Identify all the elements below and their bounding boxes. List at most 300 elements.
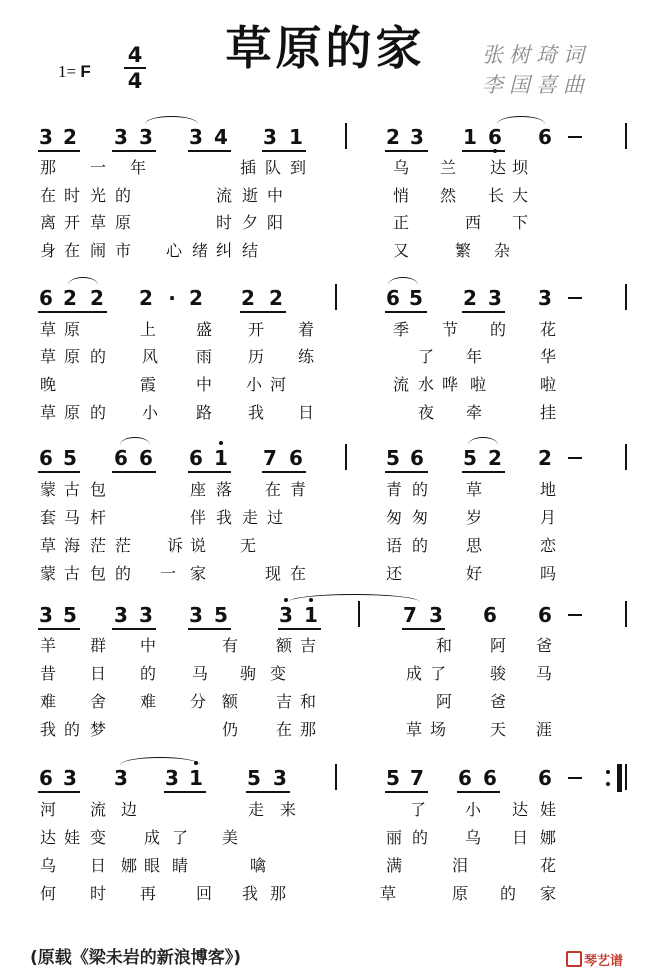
lyric-character: 河 xyxy=(270,375,287,394)
site-logo xyxy=(566,950,623,969)
lyric-character: 草 xyxy=(40,403,57,422)
lyric-character: 我 xyxy=(242,884,259,903)
note: 6 xyxy=(410,446,424,470)
lyric-character: 阿 xyxy=(436,692,453,711)
key-signature xyxy=(58,62,91,82)
note: 6 xyxy=(483,766,497,790)
lyric-character: 纠 xyxy=(216,241,233,260)
lyric-character: 骏 xyxy=(490,664,507,683)
note: 2 xyxy=(463,286,477,310)
note: 6 xyxy=(39,766,53,790)
bar-line xyxy=(335,764,337,790)
bar-line xyxy=(625,123,627,149)
lyric-character: 座 xyxy=(190,480,207,499)
notation-line xyxy=(0,126,651,156)
lyric-character: 华 xyxy=(540,347,557,366)
repeat-dot xyxy=(606,770,610,774)
note: 3 xyxy=(263,125,277,149)
lyric-character: 走 xyxy=(248,800,265,819)
lyric-character: 阳 xyxy=(267,213,284,232)
time-top: 4 xyxy=(127,43,143,67)
lyric-character: 和 xyxy=(300,692,317,711)
lyric-character: 丽 xyxy=(386,828,403,847)
note: 2 xyxy=(488,446,502,470)
lyric-character: 长 xyxy=(488,186,505,205)
slur xyxy=(468,437,498,445)
lyric-character: 娜 xyxy=(540,828,557,847)
underline-beam xyxy=(164,791,206,793)
lyric-character: 河 xyxy=(40,800,57,819)
slur xyxy=(497,116,545,124)
lyric-character: 盛 xyxy=(196,320,213,339)
note: 3 xyxy=(39,125,53,149)
bar-line xyxy=(358,601,360,627)
lyric-character: 达 xyxy=(512,800,529,819)
note: 6 xyxy=(289,446,303,470)
lyric-character: 草 xyxy=(40,536,57,555)
note: 3 xyxy=(189,125,203,149)
lyric-character: 月 xyxy=(540,508,557,527)
lyric-character: 季 xyxy=(393,320,410,339)
underline-beam xyxy=(385,791,428,793)
lyric-character: 家 xyxy=(540,884,557,903)
lyric-character: 达 xyxy=(40,828,57,847)
lyric-character: 伴 xyxy=(190,508,207,527)
lyric-character: 下 xyxy=(512,213,529,232)
underline-beam xyxy=(112,150,156,152)
lyric-character: 的 xyxy=(490,320,507,339)
lyric-character: 历 xyxy=(248,347,265,366)
lyric-character: 繁 xyxy=(455,241,472,260)
lyric-character: 涯 xyxy=(536,720,553,739)
lyric-character: 开 xyxy=(248,320,265,339)
lyric-character: 吗 xyxy=(540,564,557,583)
note: 3 xyxy=(63,766,77,790)
lyric-character: 结 xyxy=(242,241,259,260)
lyric-character: 大 xyxy=(512,186,529,205)
lyric-character: 上 xyxy=(140,320,157,339)
lyricist-credit: 张树琦词 xyxy=(482,43,590,67)
lyric-character: 坝 xyxy=(512,158,529,177)
lyric-character: 霞 xyxy=(140,375,157,394)
note: 6 xyxy=(189,446,203,470)
lyric-character: 乌 xyxy=(393,158,410,177)
lyric-character: 原 xyxy=(452,884,469,903)
note: 1 xyxy=(303,604,319,626)
underline-beam xyxy=(240,311,286,313)
lyric-character: 成 xyxy=(406,664,423,683)
lyric-character: 有 xyxy=(222,636,239,655)
logo-text: 琴艺谱 xyxy=(584,954,624,969)
note: 1 xyxy=(188,767,204,789)
note: 5 xyxy=(63,603,77,627)
lyric-character: 恋 xyxy=(540,536,557,555)
lyric-character: 达 xyxy=(490,158,507,177)
lyric-character: 在 xyxy=(276,720,293,739)
note: 6 xyxy=(114,446,128,470)
note: 5 xyxy=(463,446,477,470)
lyric-character: 原 xyxy=(64,320,81,339)
lyric-character: 走 xyxy=(242,508,259,527)
lyric-character: 边 xyxy=(121,800,138,819)
bar-line xyxy=(625,764,627,790)
note: 3 xyxy=(114,125,128,149)
slur xyxy=(388,277,418,285)
underline-beam xyxy=(278,628,321,630)
note: 6 xyxy=(458,766,472,790)
note: 2 xyxy=(63,286,77,310)
lyric-character: 草 xyxy=(380,884,397,903)
note: 6 xyxy=(538,125,552,149)
underline-beam xyxy=(38,150,80,152)
lyric-character: 的 xyxy=(412,480,429,499)
note: 3 xyxy=(488,286,502,310)
note: 5 xyxy=(63,446,77,470)
lyric-character: 节 xyxy=(442,320,459,339)
high-octave-dot xyxy=(219,441,223,445)
lyric-character: 岁 xyxy=(466,508,483,527)
note-sustain-dash xyxy=(568,457,582,459)
underline-beam xyxy=(38,311,107,313)
lyric-character: 阿 xyxy=(490,636,507,655)
lyric-character: 市 xyxy=(115,241,132,260)
lyric-character: 那 xyxy=(270,884,287,903)
lyric-character: 一 xyxy=(90,158,107,177)
lyric-character: 闹 xyxy=(90,241,107,260)
note: 3 xyxy=(139,603,153,627)
note: 6 xyxy=(386,286,400,310)
notation-line xyxy=(0,287,651,317)
underline-beam xyxy=(38,471,80,473)
lyric-character: 的 xyxy=(412,828,429,847)
lyric-character: 草 xyxy=(40,347,57,366)
credits xyxy=(482,40,590,100)
time-bottom: 4 xyxy=(127,69,143,93)
note: 1 xyxy=(289,125,303,149)
lyric-character: 包 xyxy=(90,480,107,499)
lyric-character: 中 xyxy=(196,375,213,394)
lyric-character: 何 xyxy=(40,884,57,903)
lyric-character: 青 xyxy=(386,480,403,499)
bar-line xyxy=(345,123,347,149)
lyric-character: 插 xyxy=(240,158,257,177)
lyric-character: 额 xyxy=(276,636,293,655)
lyric-character: 好 xyxy=(466,564,483,583)
lyric-character: 诉 xyxy=(167,536,184,555)
lyric-character: 额 xyxy=(222,692,239,711)
note: 4 xyxy=(214,125,228,149)
lyric-character: 在 xyxy=(290,564,307,583)
lyric-character: 小 xyxy=(246,375,263,394)
lyric-character: 娃 xyxy=(64,828,81,847)
repeat-dot xyxy=(606,782,610,786)
lyric-character: 的 xyxy=(412,536,429,555)
lyric-character: 了 xyxy=(410,800,427,819)
note: 5 xyxy=(386,446,400,470)
lyric-character: 中 xyxy=(267,186,284,205)
lyric-character: 着 xyxy=(298,320,315,339)
lyric-character: 了 xyxy=(172,828,189,847)
lyric-character: 天 xyxy=(490,720,507,739)
lyric-character: 到 xyxy=(290,158,307,177)
lyric-character: 马 xyxy=(192,664,209,683)
lyric-character: 茫 xyxy=(90,536,107,555)
lyric-character: 啦 xyxy=(470,375,487,394)
lyric-character: 地 xyxy=(540,480,557,499)
lyric-character: 的 xyxy=(90,347,107,366)
note: 3 xyxy=(189,603,203,627)
lyric-character: 西 xyxy=(465,213,482,232)
lyric-character: 我 xyxy=(216,508,233,527)
lyric-character: 草 xyxy=(406,720,423,739)
lyric-character: 舍 xyxy=(90,692,107,711)
underline-beam xyxy=(385,471,428,473)
lyric-character: 小 xyxy=(465,800,482,819)
lyric-character: 身 xyxy=(40,241,57,260)
underline-beam xyxy=(112,628,156,630)
note-dot: · xyxy=(168,286,176,310)
lyric-character: 啦 xyxy=(540,375,557,394)
lyric-character: 现 xyxy=(265,564,282,583)
lyric-character: 又 xyxy=(393,241,410,260)
lyric-character: 日 xyxy=(298,403,315,422)
note: 3 xyxy=(410,125,424,149)
note: 6 xyxy=(483,603,497,627)
lyric-character: 的 xyxy=(90,403,107,422)
lyric-character: 驹 xyxy=(240,664,257,683)
note: 3 xyxy=(165,766,179,790)
note: 1 xyxy=(463,125,477,149)
lyric-character: 晚 xyxy=(40,375,57,394)
note: 7 xyxy=(410,766,424,790)
note: 5 xyxy=(386,766,400,790)
underline-beam xyxy=(188,150,231,152)
lyric-character: 小 xyxy=(142,403,159,422)
lyric-character: 在 xyxy=(40,186,57,205)
lyric-character: 在 xyxy=(64,241,81,260)
underline-beam xyxy=(457,791,500,793)
lyric-character: 原 xyxy=(115,213,132,232)
lyric-character: 匆 xyxy=(386,508,403,527)
lyric-character: 时 xyxy=(64,186,81,205)
lyric-character: 中 xyxy=(140,636,157,655)
lyric-character: 家 xyxy=(190,564,207,583)
underline-beam xyxy=(462,471,505,473)
lyric-character: 睛 xyxy=(172,856,189,875)
lyric-character: 成 xyxy=(144,828,161,847)
lyric-character: 时 xyxy=(216,213,233,232)
lyric-character: 套 xyxy=(40,508,57,527)
lyric-character: 爸 xyxy=(490,692,507,711)
composer-credit: 李国喜曲 xyxy=(482,73,590,97)
lyric-character: 逝 xyxy=(242,186,259,205)
note: 3 xyxy=(114,603,128,627)
lyric-character: 吉 xyxy=(276,692,293,711)
lyric-character: 蒙 xyxy=(40,480,57,499)
lyric-character: 的 xyxy=(500,884,517,903)
lyric-character: 昔 xyxy=(40,664,57,683)
source-note: (原载《梁未岩的新浪博客》) xyxy=(30,948,242,968)
lyric-character: 年 xyxy=(466,347,483,366)
lyric-character: 日 xyxy=(512,828,529,847)
note: 6 xyxy=(39,446,53,470)
lyric-character: 回 xyxy=(196,884,213,903)
lyric-character: 无 xyxy=(240,536,257,555)
lyric-character: 流 xyxy=(216,186,233,205)
lyric-character: 变 xyxy=(90,828,107,847)
lyric-character: 杆 xyxy=(90,508,107,527)
lyric-character: 眼 xyxy=(144,856,161,875)
lyric-character: 日 xyxy=(90,856,107,875)
lyric-character: 草 xyxy=(40,320,57,339)
lyric-character: 匆 xyxy=(412,508,429,527)
lyric-character: 离 xyxy=(40,213,57,232)
lyric-character: 场 xyxy=(430,720,447,739)
lyric-character: 牵 xyxy=(466,403,483,422)
lyric-character: 水 xyxy=(418,375,435,394)
note: 3 xyxy=(429,603,443,627)
lyric-character: 挂 xyxy=(540,403,557,422)
underline-beam xyxy=(246,791,290,793)
bar-line xyxy=(625,444,627,470)
lyric-character: 的 xyxy=(64,720,81,739)
underline-beam xyxy=(38,628,80,630)
lyric-character: 落 xyxy=(216,480,233,499)
lyric-character: 的 xyxy=(140,664,157,683)
lyric-character: 风 xyxy=(142,347,159,366)
lyric-character: 哗 xyxy=(442,375,459,394)
lyric-character: 绪 xyxy=(192,241,209,260)
lyric-character: 娜 xyxy=(121,856,138,875)
logo-icon xyxy=(566,951,582,967)
lyric-character: 古 xyxy=(64,564,81,583)
note: 5 xyxy=(409,286,423,310)
lyric-character: 兰 xyxy=(440,158,457,177)
underline-beam xyxy=(262,150,306,152)
note: 2 xyxy=(139,286,153,310)
lyric-character: 仍 xyxy=(222,720,239,739)
lyric-character: 花 xyxy=(540,320,557,339)
lyric-character: 群 xyxy=(90,636,107,655)
lyric-character: 羊 xyxy=(40,636,57,655)
note: 3 xyxy=(139,125,153,149)
lyric-character: 分 xyxy=(190,692,207,711)
note: 3 xyxy=(39,603,53,627)
lyric-character: 原 xyxy=(64,403,81,422)
lyric-character: 一 xyxy=(160,564,177,583)
note-sustain-dash xyxy=(568,614,582,616)
lyric-character: 年 xyxy=(130,158,147,177)
slur xyxy=(120,437,150,445)
note: 2 xyxy=(538,446,552,470)
lyric-character: 原 xyxy=(64,347,81,366)
lyric-character: 马 xyxy=(536,664,553,683)
note: 2 xyxy=(90,286,104,310)
bar-line xyxy=(345,444,347,470)
lyric-character: 了 xyxy=(430,664,447,683)
lyric-character: 来 xyxy=(280,800,297,819)
note: 2 xyxy=(189,286,203,310)
lyric-character: 我 xyxy=(40,720,57,739)
lyric-character: 难 xyxy=(40,692,57,711)
lyric-character: 变 xyxy=(270,664,287,683)
lyric-character: 夕 xyxy=(242,213,259,232)
lyric-character: 思 xyxy=(466,536,483,555)
lyric-character: 乌 xyxy=(40,856,57,875)
lyric-character: 梦 xyxy=(90,720,107,739)
lyric-character: 正 xyxy=(393,213,410,232)
slur xyxy=(288,594,420,602)
slur xyxy=(145,116,198,124)
note: 3 xyxy=(538,286,552,310)
lyric-character: 娃 xyxy=(540,800,557,819)
underline-beam xyxy=(38,791,80,793)
lyric-character: 练 xyxy=(298,347,315,366)
lyric-character: 时 xyxy=(90,884,107,903)
lyric-character: 蒙 xyxy=(40,564,57,583)
lyric-character: 心 xyxy=(166,241,183,260)
lyric-character: 在 xyxy=(265,480,282,499)
lyric-character: 噙 xyxy=(250,856,267,875)
lyric-character: 队 xyxy=(265,158,282,177)
lyric-character: 说 xyxy=(190,536,207,555)
lyric-character: 我 xyxy=(248,403,265,422)
lyric-character: 语 xyxy=(386,536,403,555)
note: 7 xyxy=(403,603,417,627)
lyric-character: 草 xyxy=(90,213,107,232)
lyric-character: 然 xyxy=(440,186,457,205)
note: 6 xyxy=(538,603,552,627)
lyric-character: 夜 xyxy=(418,403,435,422)
bar-line xyxy=(625,601,627,627)
lyric-character: 流 xyxy=(393,375,410,394)
note: 7 xyxy=(263,446,277,470)
slur xyxy=(68,277,98,285)
key-prefix: 1= xyxy=(58,62,77,81)
underline-beam xyxy=(402,628,445,630)
note: 3 xyxy=(278,604,294,626)
lyric-character: 包 xyxy=(90,564,107,583)
song-title: 草原的家 xyxy=(225,21,426,75)
note: 2 xyxy=(269,286,283,310)
underline-beam xyxy=(385,311,427,313)
lyric-character: 还 xyxy=(386,564,403,583)
lyric-character: 吉 xyxy=(300,636,317,655)
underline-beam xyxy=(385,150,428,152)
lyric-character: 那 xyxy=(40,158,57,177)
lyric-character: 乌 xyxy=(465,828,482,847)
lyric-character: 了 xyxy=(418,347,435,366)
lyric-character: 古 xyxy=(64,480,81,499)
note: 2 xyxy=(241,286,255,310)
notation-line xyxy=(0,604,651,634)
underline-beam xyxy=(188,471,231,473)
note-sustain-dash xyxy=(568,297,582,299)
lyric-character: 美 xyxy=(222,828,239,847)
lyric-character: 路 xyxy=(196,403,213,422)
key-note: F xyxy=(80,62,91,81)
note: 6 xyxy=(538,766,552,790)
lyric-character: 满 xyxy=(386,856,403,875)
note: 5 xyxy=(214,603,228,627)
note: 3 xyxy=(273,766,287,790)
lyric-character: 流 xyxy=(90,800,107,819)
lyric-character: 杂 xyxy=(494,241,511,260)
note: 5 xyxy=(247,766,261,790)
note: 6 xyxy=(39,286,53,310)
slur xyxy=(120,757,200,765)
underline-beam xyxy=(462,150,505,152)
